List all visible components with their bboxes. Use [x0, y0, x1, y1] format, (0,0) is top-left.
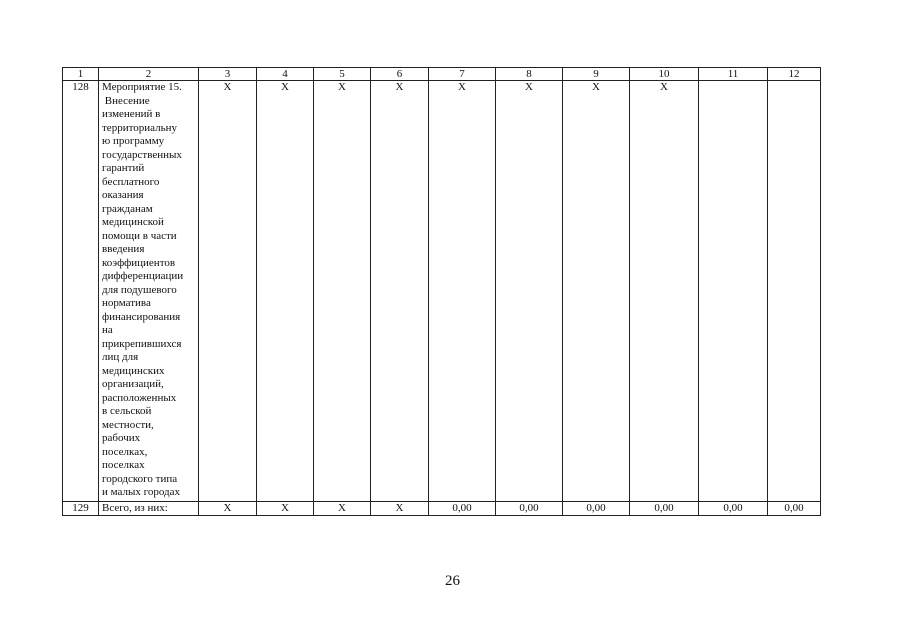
- row-description-cell: [99, 81, 199, 502]
- description-line: изменений в: [102, 108, 161, 120]
- description-line: городского типа: [102, 472, 178, 485]
- description-line: ю программу: [102, 135, 165, 147]
- description-line: местности,: [102, 418, 154, 431]
- header-cell: 10: [630, 68, 699, 81]
- header-cell: 12: [768, 68, 821, 81]
- row-description-cell: Всего, из них:: [99, 502, 199, 516]
- description-line: бесплатного: [102, 175, 160, 188]
- description-line: коэффициентов: [102, 256, 176, 269]
- description-line: медицинской: [102, 216, 164, 228]
- value-cell: [768, 81, 821, 502]
- table-row-129: [63, 502, 821, 516]
- value-cell: X: [314, 81, 371, 502]
- description-line: помощи в части: [102, 229, 177, 242]
- value-cell: 0,00: [429, 502, 496, 516]
- description-line: в сельской: [102, 405, 152, 417]
- value-cell: X: [199, 502, 257, 516]
- value-cell: 0,00: [699, 502, 768, 516]
- header-cell: 7: [429, 68, 496, 81]
- description-line: на: [102, 324, 113, 336]
- description-line: финансирования: [102, 310, 181, 323]
- description-line: медицинских: [102, 364, 165, 377]
- value-cell: X: [371, 502, 429, 516]
- description-line: норматива: [102, 297, 151, 309]
- value-cell: X: [257, 502, 314, 516]
- header-cell: 6: [371, 68, 429, 81]
- header-cell: 8: [496, 68, 563, 81]
- value-cell: [699, 81, 768, 502]
- description-line: прикрепившихся: [102, 337, 182, 350]
- description-line: Внесение: [102, 94, 150, 107]
- value-cell: 0,00: [630, 502, 699, 516]
- value-cell: 0,00: [768, 502, 821, 516]
- table-header-row: [63, 68, 821, 81]
- description-line: и малых городах: [102, 486, 181, 498]
- description-line: рабочих: [102, 432, 141, 444]
- description-line: дифференциации: [102, 270, 184, 282]
- description-line: лиц для: [102, 351, 139, 363]
- header-cell: 5: [314, 68, 371, 81]
- description-line: для подушевого: [102, 283, 177, 296]
- table-row-128: [63, 81, 821, 502]
- value-cell: 0,00: [496, 502, 563, 516]
- value-cell: X: [630, 81, 699, 502]
- description-line: гарантий: [102, 162, 145, 174]
- value-cell: X: [563, 81, 630, 502]
- value-cell: X: [371, 81, 429, 502]
- description-line: гражданам: [102, 202, 153, 215]
- header-cell: 2: [99, 68, 199, 81]
- header-cell: 4: [257, 68, 314, 81]
- description-line: поселках: [102, 459, 145, 471]
- row-number-cell: 129: [63, 502, 99, 516]
- description-line: территориальну: [102, 121, 177, 134]
- value-cell: X: [199, 81, 257, 502]
- value-cell: X: [496, 81, 563, 502]
- value-cell: 0,00: [563, 502, 630, 516]
- header-cell: 9: [563, 68, 630, 81]
- value-cell: X: [429, 81, 496, 502]
- value-cell: X: [257, 81, 314, 502]
- row-number-cell: 128: [63, 81, 99, 502]
- header-cell: 11: [699, 68, 768, 81]
- description-line: государственных: [102, 148, 182, 161]
- budget-table: [62, 67, 821, 516]
- header-cell: 1: [63, 68, 99, 81]
- value-cell: X: [314, 502, 371, 516]
- description-line: организаций,: [102, 378, 164, 390]
- description-line: поселках,: [102, 445, 148, 458]
- header-cell: 3: [199, 68, 257, 81]
- description-line: Мероприятие 15.: [102, 81, 182, 93]
- description-line: расположенных: [102, 391, 177, 404]
- description-line: оказания: [102, 189, 144, 201]
- page-number: 26: [445, 573, 460, 589]
- description-line: введения: [102, 243, 145, 255]
